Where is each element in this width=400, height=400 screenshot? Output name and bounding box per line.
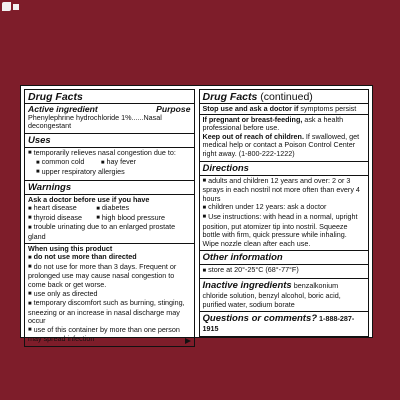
questions-title: Questions or comments?: [202, 313, 318, 325]
warnings-box: [24, 181, 195, 348]
pregnant-rest: ask a health professional before use.: [202, 114, 344, 133]
inactive-title: Inactive ingredients: [202, 279, 292, 291]
corner-toolbar: [2, 2, 19, 11]
warnings-title: Warnings: [25, 182, 194, 195]
stop-use-line: [203, 105, 366, 114]
ask-doctor-heading: Ask a doctor before use if you have: [28, 194, 150, 204]
inactive-text: benzalkonium chloride solution, benzyl alcohol, boric acid, purified water, sodium borate: [202, 280, 341, 309]
page-icon[interactable]: [2, 2, 11, 11]
other-info-title: Other information: [200, 252, 369, 265]
when-using-item: ■ do not use more than directed: [28, 253, 191, 263]
when-using-item: ■ use only as directed: [28, 290, 191, 300]
active-ingredient-line: Phenylephrine hydrochloride 1%......Nasal decongestant: [28, 112, 162, 131]
uses-box: [24, 134, 195, 181]
panel-title-continued: [203, 91, 366, 103]
continued-box: [199, 89, 370, 162]
other-info-box: [199, 251, 370, 279]
continued-label: (continued): [257, 91, 313, 103]
panel-title: Drug Facts: [28, 91, 83, 103]
when-using-item: ■ temporary discomfort such as burning, stinging, sneezing or an increase in nasal discharge may occur: [28, 299, 191, 326]
uses-intro: ■ temporarily relieves nasal congestion due to:: [28, 149, 191, 159]
when-using-item: ■ do not use for more than 3 days. Frequent or prolonged use may cause nasal congestion to come back or get worse.: [28, 263, 191, 290]
stop-use-bold: Stop use and ask a doctor if: [202, 104, 299, 113]
directions-item: ■ adults and children 12 years and over: 2 or 3 sprays in each nostril not more often than every 4 hours: [203, 177, 366, 204]
uses-item: ■ upper respiratory allergies: [36, 167, 125, 176]
questions-box: [199, 312, 370, 337]
uses-item: ■ hay fever: [101, 158, 178, 168]
square-icon[interactable]: [13, 4, 19, 10]
directions-item: ■ Use instructions: with head in a normal, upright position, put atomizer tip into nostril. Squeeze bottle with firm, quick pressure while inhaling. Wipe nozzle clean after each use.: [203, 213, 366, 248]
when-using-item: ■ use of this container by more than one person may spread infection: [28, 326, 191, 344]
uses-item: ■ common cold: [36, 158, 101, 168]
condition-item: ■ thyroid disease: [28, 214, 96, 224]
keep-out-bold: Keep out of reach of children.: [202, 131, 304, 141]
when-using-heading: When using this product: [28, 243, 113, 253]
condition-item: ■ trouble urinating due to an enlarged prostate gland: [28, 223, 191, 241]
condition-item: ■ heart disease: [28, 204, 96, 214]
drug-facts-label: [20, 85, 373, 344]
questions-phone: 1-888-287-1915: [202, 314, 355, 334]
directions-box: [199, 162, 370, 252]
other-info-item: ■ store at 20°-25°C (68°-77°F): [203, 266, 366, 276]
pregnant-bold: If pregnant or breast-feeding,: [202, 114, 303, 124]
directions-title: Directions: [200, 163, 369, 176]
purpose-label: Purpose: [156, 104, 191, 114]
uses-row: [28, 168, 191, 178]
condition-item: ■ diabetes: [96, 204, 177, 214]
header-box: [24, 89, 195, 134]
left-panel: [24, 89, 195, 344]
stop-use-rest: symptoms persist: [298, 104, 357, 113]
directions-item: ■ children under 12 years: ask a doctor: [203, 203, 366, 213]
inactive-box: [199, 279, 370, 312]
continue-arrow-icon: [185, 338, 191, 344]
right-panel: [199, 89, 370, 334]
keep-out-rest: If swallowed, get medical help or contact a Poison Control Center right away. (1-800-222-1222): [202, 131, 360, 158]
panel-title: Drug Facts: [202, 91, 258, 103]
active-ingredient-label: Active ingredient: [28, 104, 98, 114]
pregnant-line: [203, 116, 366, 133]
condition-item: ■ high blood pressure: [96, 214, 177, 224]
uses-title: Uses: [25, 135, 194, 148]
keep-out-line: [203, 133, 366, 159]
